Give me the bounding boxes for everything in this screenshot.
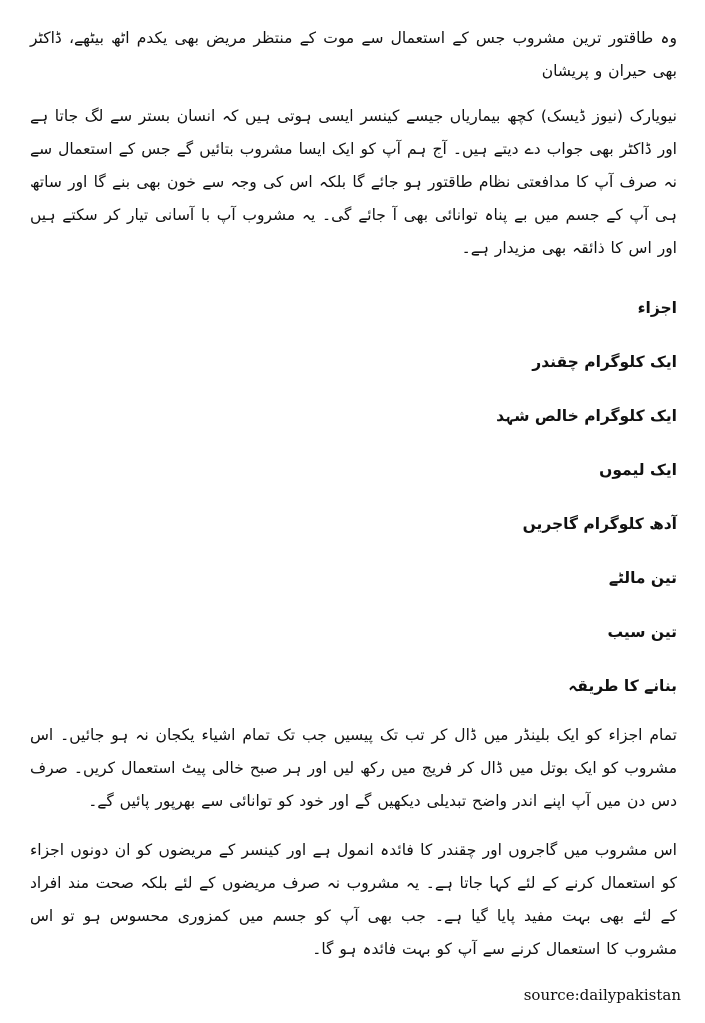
body-paragraph: نیویارک (نیوز ڈیسک) کچھ بیماریاں جیسے کینسر ایسی ہوتی ہیں کہ انسان بستر سے لگ جاتا ہے اور ڈاکٹر بھی جواب دے دیتے ہیں۔ آج ہم آپ کو ایک ایسا مشروب بتائیں گے جس کے استعمال سے نہ صرف آپ کا مدافعتی نظام طاقتور ہو جائے گا بلکہ اس کی وجہ سے خون بھی بنے گا اور ساتھ ہی آپ کے جسم میں بے پناہ توانائی بھی آ جائے گی۔ یہ مشروب آپ با آسانی تیار کر سکتے ہیں اور اس کا ذائقہ بھی مزیدار ہے۔	[30, 107, 677, 257]
article-body	[30, 22, 677, 966]
method-paragraph: تمام اجزاء کو ایک بلینڈر میں ڈال کر تب تک پیسیں جب تک تمام اشیاء یکجان نہ ہو جائیں۔ اس مشروب کو ایک بوتل میں ڈال کر فریج میں رکھ لیں اور ہر صبح خالی پیٹ استعمال کریں۔ صرف دس دن میں آپ اپنے اندر واضح تبدیلی دیکھیں گے اور خود کو توانائی سے بھرپور پائیں گے۔	[30, 726, 677, 810]
closing-paragraph: اس مشروب میں گاجروں اور چقندر کا فائدہ انمول ہے اور کینسر کے مریضوں کو ان دونوں اجزاء کو استعمال کرنے کے لئے کہا جاتا ہے۔ یہ مشروب نہ صرف مریضوں کے لئے بلکہ صحت مند افراد کے لئے بھی بہت مفید پایا گیا ہے۔ جب بھی آپ کو جسم میں کمزوری محسوس ہو تو اس مشروب کا استعمال کرنے سے آپ کو بہت فائدہ ہو گا۔	[30, 841, 677, 958]
ingredients-heading: اجزاء	[637, 299, 677, 317]
ingredient-item: تین سیب	[607, 623, 677, 641]
ingredient-item: تین مالٹے	[608, 569, 677, 587]
ingredient-item: آدھ کلوگرام گاجریں	[522, 515, 677, 533]
ingredient-item: ایک کلوگرام چقندر	[532, 353, 677, 371]
ingredient-item: ایک کلوگرام خالص شہد	[496, 407, 677, 425]
method-heading: بنانے کا طریقہ	[568, 677, 677, 695]
ingredients-list	[30, 349, 677, 645]
source-credit: source:dailypakistan	[523, 986, 681, 1004]
intro-paragraph: وہ طاقتور ترین مشروب جس کے استعمال سے موت کے منتظر مریض بھی یکدم اٹھ بیٹھے، ڈاکٹر بھی حیران و پریشان	[30, 29, 677, 80]
ingredient-item: ایک لیموں	[599, 461, 677, 479]
